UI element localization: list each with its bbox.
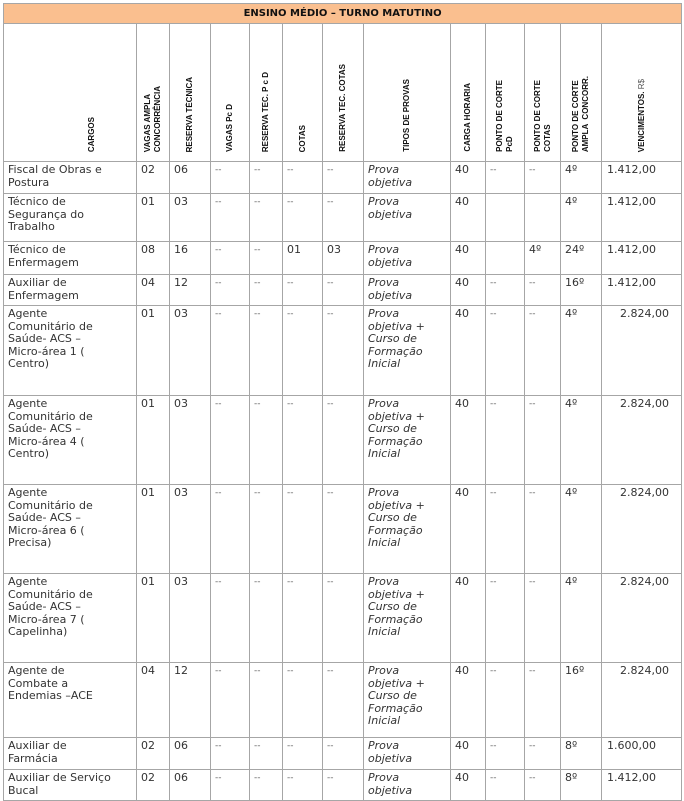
cell-tipos-provas: Prova objetiva + Curso de Formação Inicial xyxy=(364,306,451,396)
cell-vagas-ampla: 01 xyxy=(137,396,170,485)
table-row xyxy=(4,275,682,306)
cell-corte-ampla: 24º xyxy=(561,242,602,275)
header-label xyxy=(261,72,271,152)
cell-vagas-ampla: 04 xyxy=(137,275,170,306)
cell-cotas: -- xyxy=(283,485,323,574)
table-row xyxy=(4,396,682,485)
cell-carga-horaria: 40 xyxy=(451,396,486,485)
cell-vagas-ampla: 01 xyxy=(137,485,170,574)
cell-corte-ampla: 4º xyxy=(561,574,602,663)
cell-reserva-tec-cotas: -- xyxy=(323,663,364,738)
cell-vencimentos: 2.824,00 xyxy=(602,306,682,396)
currency-unit: R$ xyxy=(636,78,646,90)
cell-reserva-tec-cotas: -- xyxy=(323,738,364,770)
header-reserva-tec-cotas xyxy=(323,24,364,162)
cell-tipos-provas: Prova objetiva + Curso de Formação Inicial xyxy=(364,663,451,738)
cell-reserva-tecnica: 12 xyxy=(170,663,211,738)
header-label-text: VAGAS AMPLA CONCORRÊNCIA xyxy=(143,85,162,152)
cell-reserva-tec-pcd: -- xyxy=(250,738,283,770)
cell-cotas: -- xyxy=(283,663,323,738)
cell-vencimentos: 1.412,00 xyxy=(602,770,682,801)
cell-tipos-provas: Prova objetiva xyxy=(364,738,451,770)
cell-corte-ampla: 4º xyxy=(561,485,602,574)
header-tipos-provas xyxy=(364,24,451,162)
cell-corte-pcd xyxy=(486,194,525,242)
cell-vencimentos: 1.600,00 xyxy=(602,738,682,770)
cell-reserva-tecnica: 06 xyxy=(170,738,211,770)
cell-tipos-provas: Prova objetiva xyxy=(364,194,451,242)
header-reserva-tecnica xyxy=(170,24,211,162)
cell-reserva-tecnica: 03 xyxy=(170,306,211,396)
cell-corte-ampla: 4º xyxy=(561,396,602,485)
cell-vagas-ampla: 02 xyxy=(137,770,170,801)
cell-corte-pcd: -- xyxy=(486,663,525,738)
cell-cargo: Agente Comunitário de Saúde- ACS – Micro-área 1 ( Centro) xyxy=(4,306,137,396)
header-label-text: RESERVA TEC. COTAS xyxy=(338,64,347,152)
table-row xyxy=(4,194,682,242)
cell-cotas: -- xyxy=(283,738,323,770)
cell-reserva-tec-cotas: -- xyxy=(323,485,364,574)
cell-reserva-tec-pcd: -- xyxy=(250,306,283,396)
cell-reserva-tecnica: 06 xyxy=(170,162,211,194)
header-label xyxy=(338,64,348,152)
cell-corte-pcd: -- xyxy=(486,306,525,396)
header-vagas-pcd xyxy=(211,24,250,162)
cell-corte-pcd: -- xyxy=(486,396,525,485)
table-row xyxy=(4,306,682,396)
header-cargos xyxy=(4,24,137,162)
cell-reserva-tecnica: 03 xyxy=(170,485,211,574)
header-label xyxy=(495,80,515,152)
table-row xyxy=(4,242,682,275)
cell-reserva-tec-pcd: -- xyxy=(250,275,283,306)
cell-cargo: Técnico de Segurança do Trabalho xyxy=(4,194,137,242)
cell-reserva-tec-cotas: -- xyxy=(323,574,364,663)
cell-vagas-ampla: 02 xyxy=(137,162,170,194)
cell-tipos-provas: Prova objetiva xyxy=(364,275,451,306)
cell-corte-pcd: -- xyxy=(486,275,525,306)
cell-vagas-pcd: -- xyxy=(211,396,250,485)
header-label-text: TIPOS DE PROVAS xyxy=(402,79,411,152)
cell-corte-ampla: 8º xyxy=(561,770,602,801)
header-label-text: COTAS xyxy=(297,124,307,152)
cell-vagas-ampla: 01 xyxy=(137,194,170,242)
cell-corte-cotas: -- xyxy=(525,306,561,396)
header-ponto-corte-pcd xyxy=(486,24,525,162)
cell-vagas-pcd: -- xyxy=(211,162,250,194)
header-label-text: PONTO DE CORTE AMPLA CONCORR. xyxy=(571,75,590,152)
cell-reserva-tecnica: 16 xyxy=(170,242,211,275)
vacancies-table xyxy=(3,3,682,801)
cell-cargo: Agente Comunitário de Saúde- ACS – Micro-área 4 ( Centro) xyxy=(4,396,137,485)
cell-corte-pcd: -- xyxy=(486,770,525,801)
cell-vagas-ampla: 02 xyxy=(137,738,170,770)
title-row xyxy=(4,4,682,24)
cell-reserva-tec-cotas: -- xyxy=(323,770,364,801)
header-label xyxy=(185,77,195,152)
cell-vencimentos: 2.824,00 xyxy=(602,396,682,485)
cell-vencimentos: 1.412,00 xyxy=(602,242,682,275)
header-label xyxy=(225,104,235,152)
header-vagas-ampla xyxy=(137,24,170,162)
cell-tipos-provas: Prova objetiva + Curso de Formação Inicial xyxy=(364,574,451,663)
header-ponto-corte-ampla xyxy=(561,24,602,162)
cell-vagas-pcd: -- xyxy=(211,275,250,306)
cell-carga-horaria: 40 xyxy=(451,306,486,396)
cell-cotas: -- xyxy=(283,162,323,194)
cell-vencimentos: 1.412,00 xyxy=(602,162,682,194)
cell-vagas-pcd: -- xyxy=(211,194,250,242)
cell-corte-cotas: -- xyxy=(525,485,561,574)
table-row xyxy=(4,663,682,738)
cell-vencimentos: 1.412,00 xyxy=(602,275,682,306)
table-row xyxy=(4,485,682,574)
table-row xyxy=(4,738,682,770)
cell-carga-horaria: 40 xyxy=(451,242,486,275)
header-cotas xyxy=(283,24,323,162)
cell-cargo: Agente de Combate a Endemias –ACE xyxy=(4,663,137,738)
cell-corte-ampla: 4º xyxy=(561,306,602,396)
cell-vagas-ampla: 08 xyxy=(137,242,170,275)
cell-corte-pcd: -- xyxy=(486,485,525,574)
header-vencimentos xyxy=(602,24,682,162)
table-head xyxy=(4,4,682,162)
cell-cargo: Agente Comunitário de Saúde- ACS – Micro-área 6 ( Precisa) xyxy=(4,485,137,574)
cell-reserva-tec-cotas: -- xyxy=(323,194,364,242)
header-label-text: PONTO DE CORTE COTAS xyxy=(532,80,552,152)
cell-cargo: Técnico de Enfermagem xyxy=(4,242,137,275)
header-label xyxy=(298,125,308,152)
cell-cargo: Fiscal de Obras e Postura xyxy=(4,162,137,194)
cell-tipos-provas: Prova objetiva + Curso de Formação Inicial xyxy=(364,396,451,485)
cell-corte-pcd: -- xyxy=(486,574,525,663)
header-label xyxy=(533,80,553,152)
header-label-text: PONTO DE CORTE PcD xyxy=(495,80,514,152)
cell-corte-ampla: 4º xyxy=(561,194,602,242)
header-label xyxy=(637,79,647,152)
cell-tipos-provas: Prova objetiva + Curso de Formação Inicial xyxy=(364,485,451,574)
cell-reserva-tec-cotas: 03 xyxy=(323,242,364,275)
cell-vagas-pcd: -- xyxy=(211,306,250,396)
cell-vagas-pcd: -- xyxy=(211,485,250,574)
cell-corte-cotas: -- xyxy=(525,275,561,306)
cell-vagas-pcd: -- xyxy=(211,663,250,738)
cell-cotas: -- xyxy=(283,770,323,801)
cell-reserva-tec-pcd: -- xyxy=(250,574,283,663)
header-label-text: VAGAS Pc D xyxy=(225,104,234,152)
cell-reserva-tec-pcd: -- xyxy=(250,485,283,574)
header-label-text: VENCIMENTOS. xyxy=(636,91,646,152)
header-label-text: CARGA HORARIA xyxy=(463,83,472,152)
cell-cotas: -- xyxy=(283,574,323,663)
cell-tipos-provas: Prova objetiva xyxy=(364,770,451,801)
cell-reserva-tec-pcd: -- xyxy=(250,194,283,242)
cell-corte-cotas: -- xyxy=(525,574,561,663)
cell-cotas: 01 xyxy=(283,242,323,275)
header-label xyxy=(143,86,163,152)
cell-vagas-pcd: -- xyxy=(211,738,250,770)
cell-corte-cotas: -- xyxy=(525,162,561,194)
header-label xyxy=(463,83,473,152)
cell-reserva-tec-pcd: -- xyxy=(250,162,283,194)
cell-corte-cotas: -- xyxy=(525,663,561,738)
cell-vencimentos: 2.824,00 xyxy=(602,485,682,574)
header-reserva-tec-pcd xyxy=(250,24,283,162)
cell-cotas: -- xyxy=(283,194,323,242)
cell-vagas-pcd: -- xyxy=(211,242,250,275)
cell-cotas: -- xyxy=(283,275,323,306)
cell-corte-cotas: 4º xyxy=(525,242,561,275)
header-label-text: RESERVA TEC. P c D xyxy=(261,71,270,152)
cell-reserva-tecnica: 12 xyxy=(170,275,211,306)
cell-carga-horaria: 40 xyxy=(451,162,486,194)
cell-vagas-pcd: -- xyxy=(211,574,250,663)
cell-carga-horaria: 40 xyxy=(451,574,486,663)
header-label xyxy=(402,79,412,152)
cell-reserva-tec-cotas: -- xyxy=(323,306,364,396)
header-label xyxy=(87,117,97,152)
cell-reserva-tecnica: 03 xyxy=(170,396,211,485)
cell-reserva-tecnica: 06 xyxy=(170,770,211,801)
cell-carga-horaria: 40 xyxy=(451,194,486,242)
cell-vencimentos: 2.824,00 xyxy=(602,574,682,663)
table-row xyxy=(4,574,682,663)
cell-corte-cotas: -- xyxy=(525,770,561,801)
cell-reserva-tec-cotas: -- xyxy=(323,396,364,485)
cell-cargo: Auxiliar de Farmácia xyxy=(4,738,137,770)
cell-reserva-tec-pcd: -- xyxy=(250,396,283,485)
cell-vagas-ampla: 04 xyxy=(137,663,170,738)
cell-cargo: Agente Comunitário de Saúde- ACS – Micro-área 7 ( Capelinha) xyxy=(4,574,137,663)
cell-corte-ampla: 16º xyxy=(561,275,602,306)
table-row xyxy=(4,162,682,194)
cell-vencimentos: 2.824,00 xyxy=(602,663,682,738)
table-body xyxy=(4,162,682,801)
cell-corte-ampla: 8º xyxy=(561,738,602,770)
cell-carga-horaria: 40 xyxy=(451,738,486,770)
cell-vencimentos: 1.412,00 xyxy=(602,194,682,242)
cell-reserva-tec-pcd: -- xyxy=(250,242,283,275)
header-label-text: CARGOS xyxy=(87,116,96,152)
cell-corte-pcd: -- xyxy=(486,738,525,770)
cell-cargo: Auxiliar de Enfermagem xyxy=(4,275,137,306)
header-label-text: RESERVA TÉCNICA xyxy=(185,76,194,152)
cell-corte-ampla: 16º xyxy=(561,663,602,738)
cell-reserva-tec-pcd: -- xyxy=(250,663,283,738)
header-ponto-corte-cotas xyxy=(525,24,561,162)
cell-reserva-tecnica: 03 xyxy=(170,194,211,242)
cell-carga-horaria: 40 xyxy=(451,275,486,306)
cell-reserva-tec-cotas: -- xyxy=(323,162,364,194)
table-title: ENSINO MÉDIO – TURNO MATUTINO xyxy=(4,4,682,24)
cell-tipos-provas: Prova objetiva xyxy=(364,162,451,194)
cell-tipos-provas: Prova objetiva xyxy=(364,242,451,275)
cell-vagas-ampla: 01 xyxy=(137,306,170,396)
cell-carga-horaria: 40 xyxy=(451,663,486,738)
cell-vagas-ampla: 01 xyxy=(137,574,170,663)
cell-corte-pcd: -- xyxy=(486,162,525,194)
cell-reserva-tecnica: 03 xyxy=(170,574,211,663)
cell-corte-cotas xyxy=(525,194,561,242)
cell-corte-pcd xyxy=(486,242,525,275)
cell-cargo: Auxiliar de Serviço Bucal xyxy=(4,770,137,801)
cell-cotas: -- xyxy=(283,306,323,396)
header-label xyxy=(571,76,591,152)
cell-carga-horaria: 40 xyxy=(451,770,486,801)
cell-cotas: -- xyxy=(283,396,323,485)
cell-reserva-tec-pcd: -- xyxy=(250,770,283,801)
cell-corte-cotas: -- xyxy=(525,396,561,485)
cell-vagas-pcd: -- xyxy=(211,770,250,801)
column-header-row xyxy=(4,24,682,162)
cell-reserva-tec-cotas: -- xyxy=(323,275,364,306)
cell-corte-ampla: 4º xyxy=(561,162,602,194)
cell-carga-horaria: 40 xyxy=(451,485,486,574)
header-carga-horaria xyxy=(451,24,486,162)
cell-corte-cotas: -- xyxy=(525,738,561,770)
